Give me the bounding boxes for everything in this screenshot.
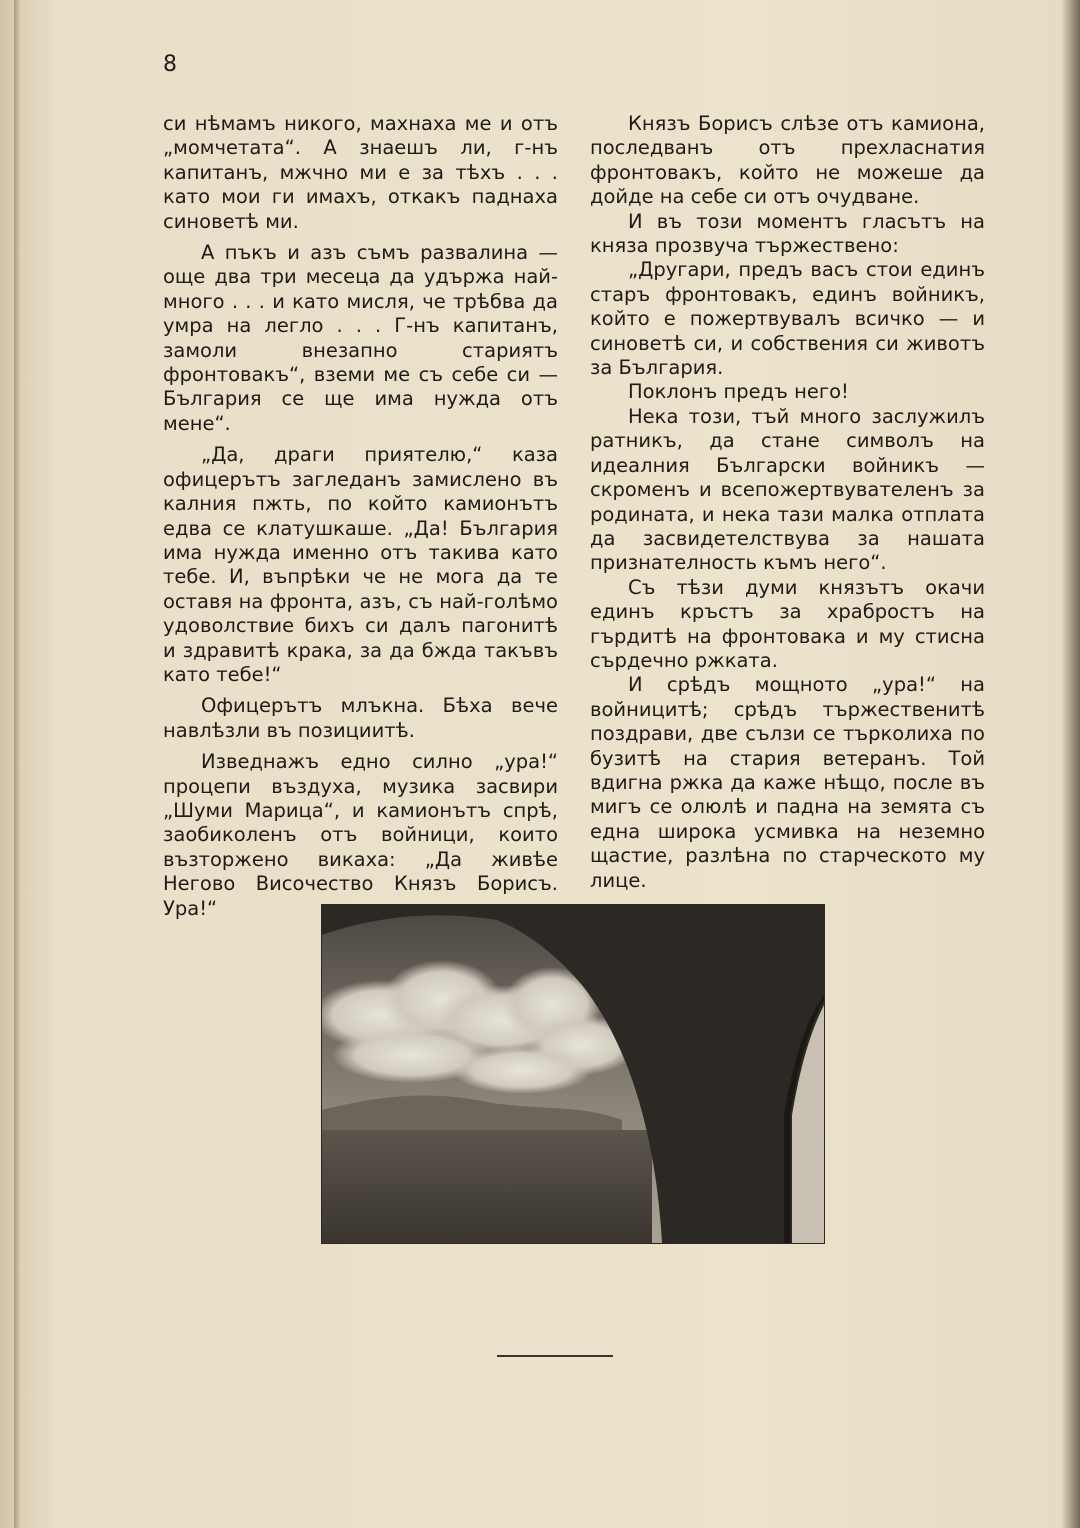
right-paragraph-1: Князъ Борисъ слѣзе отъ камиона, последванъ отъ прехласнатия фронтовакъ, който не можеше да дойде на себе си отъ очудване. [590,112,985,209]
right-paragraph-5: Нека този, тъй много заслужилъ ратникъ, да стане символъ на идеалния Български войникъ — скроменъ и всепожертвувателенъ за родината, и нека тази малка отплата да засвидетелствува за нашата признателность къмъ него“. [590,404,985,575]
left-paragraph-1: си нѣмамъ никого, махнаха ме и отъ „момчетата“. А знаешъ ли, г-нъ капитанъ, мжчно ми е за тѣхъ . . . като мои ги имахъ, откакъ паднаха синоветѣ ми. [163,112,558,233]
page-fold-shadow [14,0,20,1528]
right-paragraph-2: И въ този моментъ гласътъ на княза прозвуча тържествено: [590,209,985,258]
left-paragraph-4: Офицерътъ млъкна. Бѣха вече навлѣзли въ позициитѣ. [163,694,558,742]
left-paragraph-2: А пъкъ и азъ съмъ развалина — още два три месеца да удържа най-много . . . и като мисля, че трѣбва да умра на легло . . . Г-нъ капитанъ, замоли внезапно стариятъ фронтовакъ“, вземи ме съ себе си — България се ще има нужда отъ мене“. [163,241,558,435]
right-paragraph-4: Поклонъ предъ него! [628,380,849,404]
left-paragraph-3: „Да, драги приятелю,“ каза офицерътъ загледанъ замислено въ калния пжть, по който камионътъ едва се клатушкаше. „Да! България има нужда именно отъ такива като тебе. И, въпрѣки че не мога да те оставя на фронта, азъ, съ най-голѣмо удоволствие бихъ си далъ пагонитѣ и здравитѣ крака, за да бжда такъвъ като тебе!“ [163,443,558,686]
right-paragraph-3: „Другари, предъ васъ стои единъ старъ фронтовакъ, единъ войникъ, който е пожертвувалъ всичко — и синоветѣ си, и собствения си животъ за България. [590,258,985,380]
left-paragraph-5: Изведнажъ едно силно „ура!“ процепи въздуха, музика засвири „Шуми Марица“, и камионътъ спрѣ, заобиколенъ отъ войници, които възторжено викаха: „Да живѣе Негово Височество Князъ Борисъ. Ура!“ [163,750,558,920]
section-divider [497,1355,613,1357]
page-edge [1062,0,1080,1528]
page-number: 8 [163,52,177,77]
landscape-photo [321,904,825,1244]
right-column [590,112,985,893]
left-column [163,112,558,928]
right-paragraph-7: И срѣдъ мощното „ура!“ на войницитѣ; срѣдъ тържественитѣ поздрави, две сълзи се търколиха по бузитѣ на стария ветеранъ. Той вдигна ржка да каже нѣщо, после въ мигъ се олюлѣ и падна на земята съ една широка усмивка на неземно щастие, разлѣна по старческото му лице. [590,673,985,892]
photo-ground [322,1130,652,1243]
right-paragraph-6: Съ тѣзи думи князътъ окачи единъ кръстъ за храбростъ на гърдитѣ на фронтовака и му стисна сърдечно ржката. [590,575,985,672]
